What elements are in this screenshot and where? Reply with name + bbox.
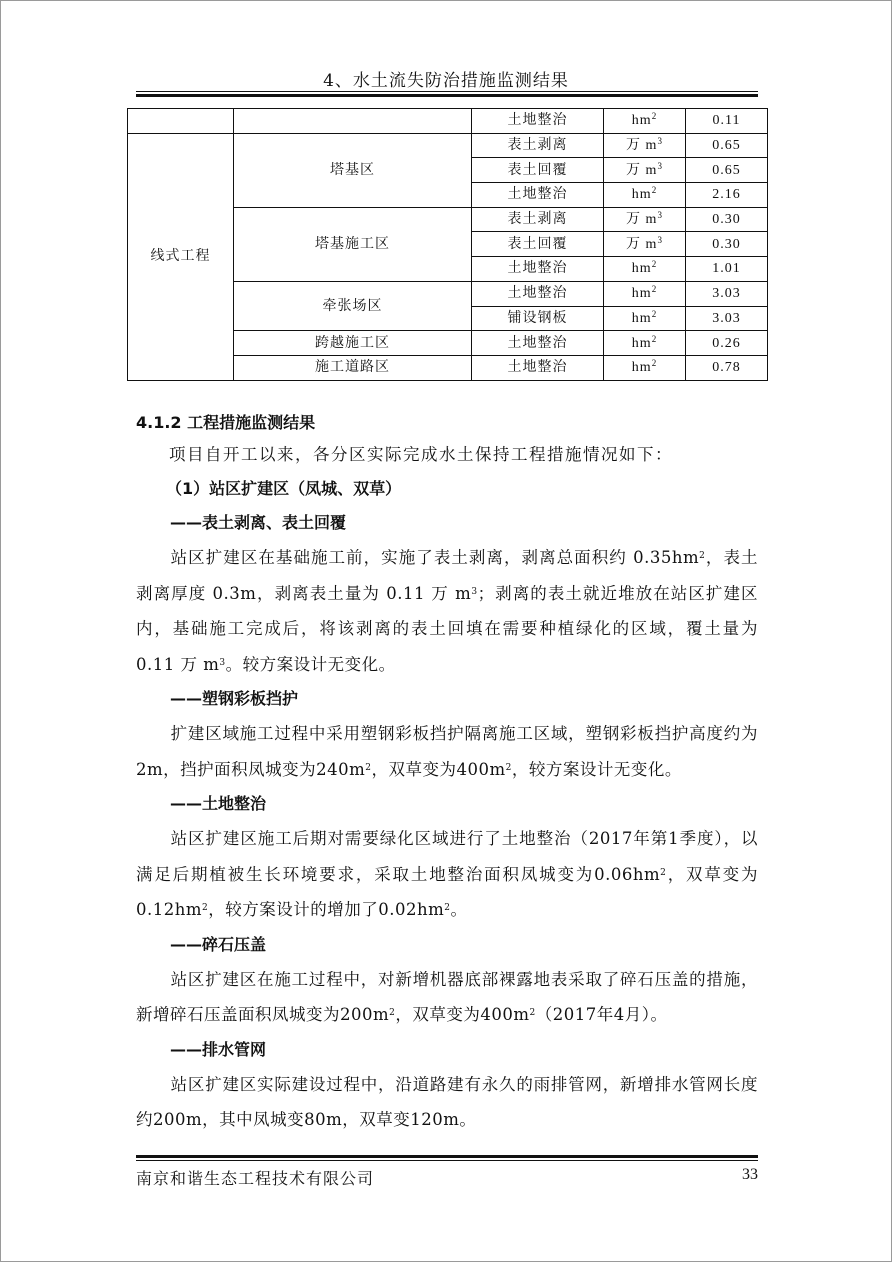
header-rule-thin — [136, 91, 758, 92]
block-heading: ——土地整治 — [170, 794, 267, 813]
category-cell: 线式工程 — [128, 133, 234, 380]
subsection-heading: （1）站区扩建区（凤城、双草） — [166, 479, 402, 498]
block-paragraph: 站区扩建区在施工过程中，对新增机器底部裸露地表采取了碎石压盖的措施，新增碎石压盖面积凤城变为$200m^2$，双草变为$400m^2(2017$年4月）。 — [136, 969, 758, 1024]
value-cell: 3.03 — [686, 281, 768, 306]
value-cell: 0.65 — [686, 133, 768, 158]
area-cell: 跨越施工区 — [234, 331, 472, 356]
block-heading: ——排水管网 — [170, 1039, 267, 1059]
value-cell: 0.65 — [686, 158, 768, 183]
table-row — [128, 133, 768, 158]
unit-cell: $hm^2$ — [604, 109, 686, 134]
unit-cell: $hm^2$ — [604, 355, 686, 380]
page-number: 33 — [742, 1166, 758, 1183]
block-paragraph: 站区扩建区在基础施工前，实施了表土剥离，剥离总面积约 $0.35hm^2$，表土剥离厚度 0.3m，剥离表土量为 0.11 万 $m^3$；剥离的表土就近堆放在站区扩建区内，基础施工完成后，将该剥离的表土回填在需要种植绿化的区域，覆土量为 0.11 万 $m^3$。较方案设计无变化。 — [136, 548, 758, 674]
measures-table — [127, 108, 768, 381]
measure-cell: 铺设钢板 — [472, 306, 604, 331]
body-text — [136, 408, 758, 1138]
area-cell: 塔基区 — [234, 133, 472, 207]
intro-paragraph: 项目自开工以来，各分区实际完成水土保持工程措施情况如下： — [169, 445, 673, 464]
section-heading: 4.1.2 工程措施监测结果 — [136, 413, 316, 432]
unit-cell: 万 $m^3$ — [604, 158, 686, 183]
category-cell — [128, 109, 234, 134]
unit-cell: 万 $m^3$ — [604, 232, 686, 257]
running-header: 4、水土流失防治措施监测结果 — [323, 71, 569, 91]
area-cell: 牵张场区 — [234, 281, 472, 330]
measure-cell: 土地整治 — [472, 109, 604, 134]
area-cell: 塔基施工区 — [234, 207, 472, 281]
table-row — [128, 109, 768, 134]
unit-cell: $hm^2$ — [604, 331, 686, 356]
unit-cell: $hm^2$ — [604, 306, 686, 331]
area-cell — [234, 109, 472, 134]
measure-cell: 土地整治 — [472, 331, 604, 356]
measure-cell: 表土回覆 — [472, 232, 604, 257]
value-cell: 2.16 — [686, 183, 768, 208]
value-cell: 0.26 — [686, 331, 768, 356]
value-cell: 0.30 — [686, 232, 768, 257]
footer-rule-thin — [136, 1160, 758, 1161]
value-cell: 1.01 — [686, 257, 768, 282]
measure-cell: 表土剥离 — [472, 207, 604, 232]
block-heading: ——塑钢彩板挡护 — [170, 689, 299, 708]
measure-cell: 土地整治 — [472, 355, 604, 380]
block-paragraph: 站区扩建区施工后期对需要绿化区域进行了土地整治（2017年第1季度），以满足后期植被生长环境要求，采取土地整治面积凤城变为$0.06hm^2$，双草变为$0.12hm^2$，较方案设计的增加了$0.02hm^2$。 — [136, 829, 759, 919]
unit-cell: 万 $m^3$ — [604, 207, 686, 232]
footer-company: 南京和谐生态工程技术有限公司 — [136, 1169, 375, 1188]
unit-cell: $hm^2$ — [604, 257, 686, 282]
value-cell: 0.11 — [686, 109, 768, 134]
value-cell: 3.03 — [686, 306, 768, 331]
unit-cell: 万 $m^3$ — [604, 133, 686, 158]
header-rule-thick — [136, 94, 758, 97]
value-cell: 0.78 — [686, 355, 768, 380]
measure-cell: 土地整治 — [472, 183, 604, 208]
measure-cell: 土地整治 — [472, 281, 604, 306]
unit-cell: $hm^2$ — [604, 281, 686, 306]
block-heading: ——碎石压盖 — [170, 934, 267, 954]
footer-rule-thick — [136, 1155, 758, 1158]
area-cell: 施工道路区 — [234, 355, 472, 380]
measure-cell: 表土回覆 — [472, 158, 604, 183]
unit-cell: $hm^2$ — [604, 183, 686, 208]
block-paragraph: 扩建区域施工过程中采用塑钢彩板挡护隔离施工区域，塑钢彩板挡护高度约为2m，挡护面积凤城变为$240m^2$，双草变为$400m^2$，较方案设计无变化。 — [136, 724, 758, 779]
measure-cell: 土地整治 — [472, 257, 604, 282]
value-cell: 0.30 — [686, 207, 768, 232]
block-paragraph: 站区扩建区实际建设过程中，沿道路建有永久的雨排管网，新增排水管网长度约200m，其中凤城变80m，双草变120m。 — [136, 1074, 758, 1129]
measure-cell: 表土剥离 — [472, 133, 604, 158]
block-heading: ——表土剥离、表土回覆 — [170, 513, 347, 532]
